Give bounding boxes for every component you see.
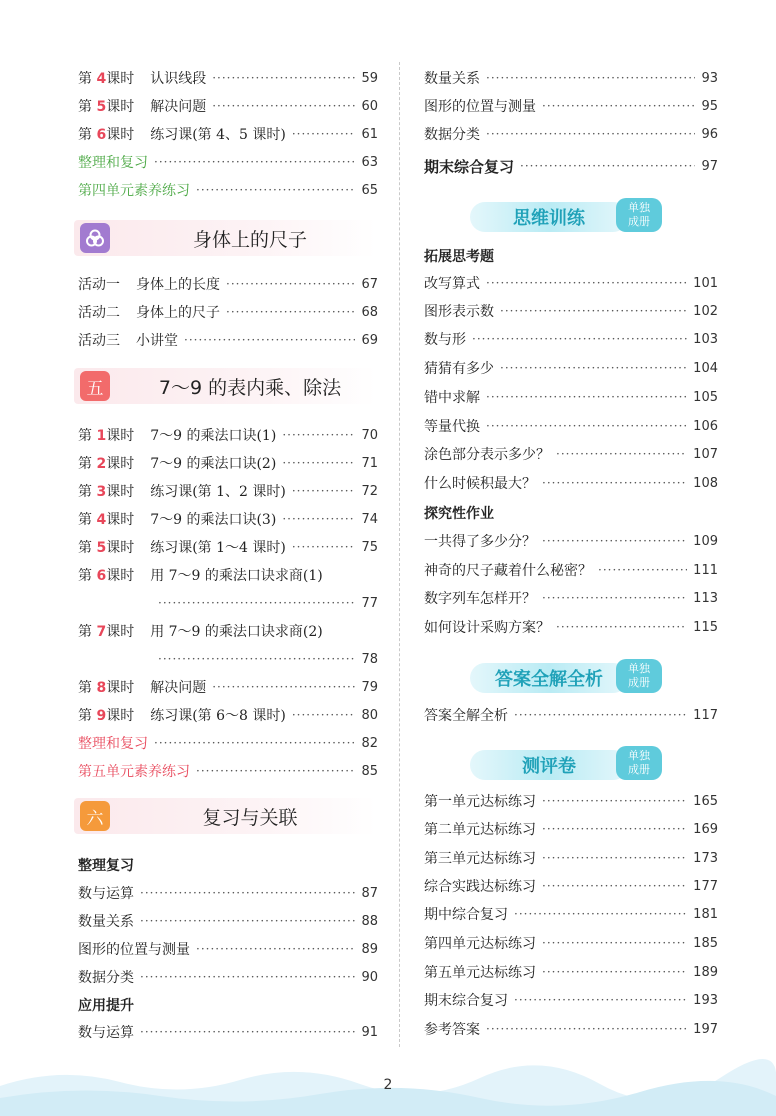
entry-title: 身体上的尺子 [136, 305, 220, 321]
toc-entry[interactable]: 活动三 小讲堂 ····· 69 [78, 327, 378, 353]
entry-title: 整理和复习 [78, 736, 148, 752]
page-number: 113 [693, 590, 718, 606]
entry-title: 第四单元素养练习 [78, 183, 190, 199]
toc-entry[interactable] [424, 470, 718, 496]
dot-leader [542, 936, 687, 950]
dot-leader [282, 512, 355, 526]
entry-title: 参考答案 [424, 1022, 480, 1038]
lesson-number: 6 [96, 127, 107, 143]
toc-entry[interactable] [424, 384, 718, 410]
dot-leader [486, 419, 687, 433]
toc-entry[interactable] [424, 326, 718, 352]
toc-entry[interactable] [424, 930, 718, 956]
banner-answers[interactable] [470, 659, 670, 695]
entry-title: 练习课(第 4、5 课时) [150, 127, 286, 143]
entry-title: 猜猜有多少 [424, 361, 494, 377]
dot-leader [556, 620, 687, 634]
page-number: 63 [361, 154, 378, 170]
toc-entry[interactable]: 第 5课时 解决问题 ····· 60 [78, 93, 378, 119]
page-number: 165 [693, 793, 718, 809]
toc-entry-review[interactable] [78, 149, 378, 175]
page-number: 93 [701, 70, 718, 86]
dot-leader [282, 456, 355, 470]
entry-title: 第五单元达标练习 [424, 965, 536, 981]
page-number: 77 [361, 595, 378, 611]
toc-entry[interactable] [424, 1016, 718, 1042]
toc-entry[interactable]: 第 4课时 认识线段 ····· 59 [78, 65, 378, 91]
entry-title: 答案全解全析 [424, 708, 508, 724]
toc-entry[interactable] [424, 121, 718, 147]
separate-volume-tag: 单独 成册 [616, 659, 662, 693]
dot-leader [542, 476, 687, 490]
page-number: 181 [693, 906, 718, 922]
section-heading: 整理复习 [78, 858, 134, 874]
lesson-number: 8 [96, 680, 107, 696]
lesson-number: 4 [96, 512, 107, 528]
dot-leader [500, 361, 687, 375]
page-number: 65 [361, 182, 378, 198]
entry-title: 数量关系 [424, 71, 480, 87]
page-number: 82 [361, 735, 378, 751]
page-number: 104 [693, 360, 718, 376]
page-number: 79 [361, 679, 378, 695]
section-heading: 探究性作业 [424, 506, 494, 522]
entry-title: 练习课(第 6～8 课时) [150, 708, 286, 724]
page-number: 107 [693, 446, 718, 462]
dot-leader [292, 540, 356, 554]
entry-title: 7～9 的乘法口诀(2) [150, 456, 277, 472]
toc-entry[interactable]: 第 7课时 用 7～9 的乘法口诀求商(2) [78, 618, 378, 644]
page-number: 173 [693, 850, 718, 866]
page-number: 108 [693, 475, 718, 491]
dot-leader [542, 965, 687, 979]
banner-thinking-training[interactable] [470, 198, 670, 234]
unit-badge: 五 [80, 371, 110, 401]
toc-entry[interactable] [424, 413, 718, 439]
unit-title: 身体上的尺子 [192, 228, 307, 251]
entry-title: 练习课(第 1、2 课时) [150, 484, 286, 500]
toc-entry[interactable] [424, 557, 718, 583]
entry-title: 解决问题 [150, 99, 207, 115]
toc-entry[interactable] [424, 788, 718, 814]
dot-leader [542, 99, 695, 113]
page-number: 74 [361, 511, 378, 527]
unit-badge: 六 [80, 801, 110, 831]
page-number: 189 [693, 964, 718, 980]
entry-title: 数据分类 [78, 970, 134, 986]
page-number: 69 [361, 332, 378, 348]
page-number: 105 [693, 389, 718, 405]
page-number: 68 [361, 304, 378, 320]
entry-title: 身体上的长度 [136, 277, 220, 293]
toc-entry[interactable] [424, 585, 718, 611]
page-number: 89 [361, 941, 378, 957]
dot-leader [292, 484, 356, 498]
entry-title: 7～9 的乘法口诀(1) [150, 428, 277, 444]
dot-leader [292, 708, 356, 722]
entry-title: 错中求解 [424, 390, 480, 406]
toc-entry[interactable] [78, 908, 378, 934]
page-number: 101 [693, 275, 718, 291]
page-number: 185 [693, 935, 718, 951]
page-number: 96 [701, 126, 718, 142]
dot-leader [542, 879, 687, 893]
toc-entry[interactable] [78, 936, 378, 962]
page-number: 193 [693, 992, 718, 1008]
page-number: 102 [693, 303, 718, 319]
toc-entry[interactable] [424, 441, 718, 467]
toc-entry[interactable] [424, 845, 718, 871]
toc-entry[interactable] [78, 1019, 378, 1045]
dot-leader [140, 914, 355, 928]
toc-entry[interactable]: 第 4课时 7～9 的乘法口诀(3) ····· 74 [78, 506, 378, 532]
toc-entry[interactable] [424, 816, 718, 842]
lesson-number: 6 [96, 568, 107, 584]
entry-title: 7～9 的乘法口诀(3) [150, 512, 277, 528]
circles-icon [80, 223, 110, 253]
dot-leader [292, 127, 356, 141]
toc-entry[interactable] [424, 873, 718, 899]
dot-leader [514, 907, 687, 921]
toc-entry[interactable] [424, 614, 718, 640]
lesson-number: 7 [96, 624, 107, 640]
dot-leader [158, 652, 355, 666]
entry-title: 一共得了多少分？ [424, 534, 536, 550]
entry-title: 认识线段 [150, 71, 207, 87]
entry-title: 如何设计采购方案？ [424, 620, 550, 636]
page-number: 75 [361, 539, 378, 555]
dot-leader [542, 591, 687, 605]
separate-volume-tag: 单独 成册 [616, 746, 662, 780]
toc-entry[interactable]: 第 6课时 练习课(第 4、5 课时) ····· 61 [78, 121, 378, 147]
entry-title: 图形的位置与测量 [78, 942, 190, 958]
dot-leader [212, 680, 355, 694]
dot-leader [500, 304, 687, 318]
lesson-number: 3 [96, 484, 107, 500]
entry-title: 期末综合复习 [424, 157, 515, 176]
dot-leader [556, 447, 687, 461]
dot-leader [226, 277, 355, 291]
dot-leader [486, 390, 687, 404]
entry-title: 数与运算 [78, 886, 134, 902]
dot-leader [196, 764, 355, 778]
toc-entry-continuation[interactable] [78, 590, 378, 616]
page-number: 70 [361, 427, 378, 443]
entry-title: 图形表示数 [424, 304, 494, 320]
unit-title: 复习与关联 [202, 806, 298, 829]
page-number: 60 [361, 98, 378, 114]
dot-leader [140, 970, 355, 984]
dot-leader [486, 276, 687, 290]
page-number: 87 [361, 885, 378, 901]
toc-entry[interactable]: 第 8课时 解决问题 ····· 79 [78, 674, 378, 700]
dot-leader [542, 534, 687, 548]
dot-leader [542, 794, 687, 808]
page-number: 109 [693, 533, 718, 549]
dot-leader [282, 428, 355, 442]
unit-header-6[interactable] [74, 798, 376, 834]
entry-title: 第三单元达标练习 [424, 851, 536, 867]
dot-leader [486, 1022, 687, 1036]
toc-entry[interactable] [424, 959, 718, 985]
toc-entry-practice[interactable] [78, 758, 378, 784]
dot-leader [486, 127, 695, 141]
banner-title: 思维训练 [470, 202, 628, 232]
toc-entry[interactable]: 第 3课时 练习课(第 1、2 课时) ····· 72 [78, 478, 378, 504]
page-number: 169 [693, 821, 718, 837]
lesson-number: 2 [96, 456, 107, 472]
page-number: 177 [693, 878, 718, 894]
dot-leader [486, 71, 695, 85]
page-number: 61 [361, 126, 378, 142]
page-number: 59 [361, 70, 378, 86]
page-number: 197 [693, 1021, 718, 1037]
dot-leader [184, 333, 355, 347]
page-number-footer: 2 [383, 1077, 393, 1093]
unit-title: 7～9 的表内乘、除法 [158, 376, 342, 399]
separate-volume-tag: 单独 成册 [616, 198, 662, 232]
toc-entry[interactable] [424, 702, 718, 728]
lesson-number: 9 [96, 708, 107, 724]
entry-title: 第四单元达标练习 [424, 936, 536, 952]
page-number: 85 [361, 763, 378, 779]
entry-title: 整理和复习 [78, 155, 148, 171]
toc-entry[interactable] [424, 528, 718, 554]
entry-title: 期中综合复习 [424, 907, 508, 923]
page-number: 71 [361, 455, 378, 471]
dot-leader [542, 851, 687, 865]
toc-entry-final-review[interactable] [424, 153, 718, 179]
toc-entry[interactable] [424, 298, 718, 324]
entry-title: 期末综合复习 [424, 993, 508, 1009]
section-heading: 拓展思考题 [424, 249, 494, 265]
page-number: 88 [361, 913, 378, 929]
toc-entry-continuation[interactable] [78, 646, 378, 672]
unit-header-5[interactable] [74, 368, 376, 404]
lesson-number: 4 [96, 71, 107, 87]
entry-title: 数与形 [424, 332, 466, 348]
page-number: 117 [693, 707, 718, 723]
dot-leader [140, 1025, 355, 1039]
entry-title: 数量关系 [78, 914, 134, 930]
page-number: 91 [361, 1024, 378, 1040]
entry-title: 小讲堂 [136, 333, 178, 349]
entry-title: 数字列车怎样开？ [424, 591, 536, 607]
toc-entry[interactable] [78, 880, 378, 906]
dot-leader [212, 71, 355, 85]
entry-title: 等量代换 [424, 419, 480, 435]
dot-leader [520, 159, 695, 173]
banner-title: 测评卷 [470, 750, 628, 780]
entry-title: 用 7～9 的乘法口诀求商(2) [150, 624, 323, 640]
toc-entry[interactable]: 第 2课时 7～9 的乘法口诀(2) ····· 71 [78, 450, 378, 476]
dot-leader [154, 736, 355, 750]
dot-leader [196, 183, 355, 197]
entry-title: 神奇的尺子藏着什么秘密？ [424, 563, 592, 579]
toc-entry[interactable] [424, 355, 718, 381]
dot-leader [472, 332, 687, 346]
toc-entry-review[interactable] [78, 730, 378, 756]
page-number: 97 [701, 158, 718, 174]
entry-title: 什么时候积最大？ [424, 476, 536, 492]
page-number: 95 [701, 98, 718, 114]
unit-header-body-ruler[interactable] [74, 220, 376, 256]
entry-title: 第五单元素养练习 [78, 764, 190, 780]
dot-leader [514, 708, 687, 722]
page-number: 90 [361, 969, 378, 985]
page-number: 80 [361, 707, 378, 723]
page-number: 106 [693, 418, 718, 434]
toc-entry-practice[interactable] [78, 177, 378, 203]
dot-leader [598, 563, 687, 577]
toc-entry[interactable]: 第 1课时 7～9 的乘法口诀(1) ····· 70 [78, 422, 378, 448]
toc-entry[interactable] [424, 987, 718, 1013]
dot-leader [212, 99, 355, 113]
dot-leader [226, 305, 355, 319]
page-number: 67 [361, 276, 378, 292]
toc-entry[interactable]: 第 5课时 练习课(第 1～4 课时) ····· 75 [78, 534, 378, 560]
page-number: 115 [693, 619, 718, 635]
dot-leader [514, 993, 687, 1007]
banner-tests[interactable] [470, 746, 670, 782]
entry-title: 练习课(第 1～4 课时) [150, 540, 286, 556]
entry-title: 用 7～9 的乘法口诀求商(1) [150, 568, 323, 584]
entry-title: 改写算式 [424, 276, 480, 292]
dot-leader [196, 942, 355, 956]
page-number: 111 [693, 562, 718, 578]
page-number: 78 [361, 651, 378, 667]
toc-entry[interactable]: 第 6课时 用 7～9 的乘法口诀求商(1) [78, 562, 378, 588]
toc-entry[interactable] [424, 93, 718, 119]
lesson-number: 5 [96, 99, 107, 115]
entry-title: 第二单元达标练习 [424, 822, 536, 838]
page-number: 103 [693, 331, 718, 347]
toc-entry[interactable]: 第 9课时 练习课(第 6～8 课时) ····· 80 [78, 702, 378, 728]
toc-entry[interactable] [424, 270, 718, 296]
banner-title: 答案全解全析 [470, 663, 628, 693]
entry-title: 涂色部分表示多少？ [424, 447, 550, 463]
dot-leader [154, 155, 355, 169]
page-number: 72 [361, 483, 378, 499]
toc-entry[interactable] [78, 964, 378, 990]
entry-title: 综合实践达标练习 [424, 879, 536, 895]
dot-leader [542, 822, 687, 836]
entry-title: 图形的位置与测量 [424, 99, 536, 115]
entry-title: 数与运算 [78, 1025, 134, 1041]
entry-title: 第一单元达标练习 [424, 794, 536, 810]
column-divider [399, 62, 401, 1047]
entry-title: 数据分类 [424, 127, 480, 143]
lesson-number: 5 [96, 540, 107, 556]
toc-entry[interactable] [424, 901, 718, 927]
entry-title: 解决问题 [150, 680, 207, 696]
dot-leader [158, 596, 355, 610]
lesson-number: 1 [96, 428, 107, 444]
toc-entry[interactable]: 活动一 身体上的长度 ····· 67 [78, 271, 378, 297]
toc-entry[interactable] [424, 65, 718, 91]
toc-entry[interactable]: 活动二 身体上的尺子 ····· 68 [78, 299, 378, 325]
section-heading: 应用提升 [78, 998, 134, 1014]
dot-leader [140, 886, 355, 900]
